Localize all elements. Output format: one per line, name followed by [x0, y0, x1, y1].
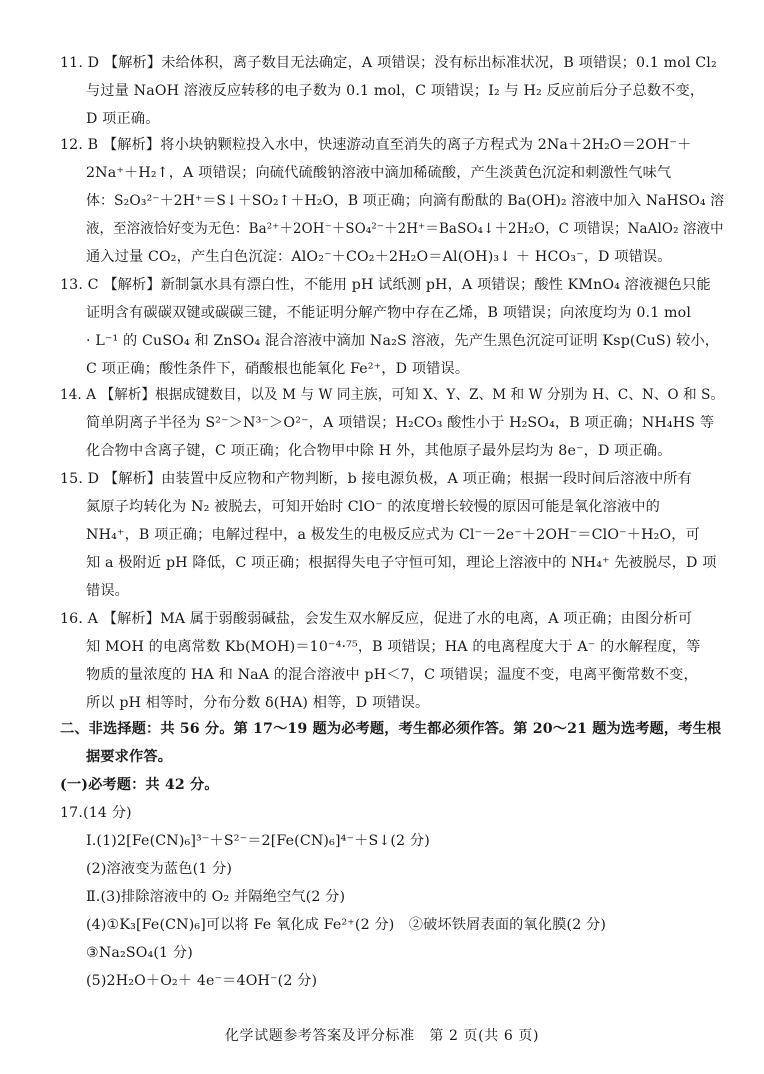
text-line: (2)溶液变为蓝色(1 分)	[86, 861, 233, 877]
text-line: 所以 pH 相等时，分布分数 δ(HA) 相等，D 项错误。	[86, 695, 430, 711]
text-line: 16. A 【解析】MA 属于弱酸弱碱盐，会发生双水解反应，促进了水的电离，A 项正确；由图分析可	[60, 611, 693, 627]
text-line: 二、非选择题：共 56 分。第 17～19 题为必考题，考生都必须作答。第 20～21 题为选考题，考生根	[60, 721, 722, 737]
text-line: D 项正确。	[86, 111, 160, 127]
text-line: ③Na₂SO₄(1 分)	[86, 945, 193, 961]
text-line: 物质的量浓度的 HA 和 NaA 的混合溶液中 pH＜7，C 项错误；温度不变，电离平衡常数不变，	[86, 667, 698, 683]
text-line: · L⁻¹ 的 CuSO₄ 和 ZnSO₄ 混合溶液中滴加 Na₂S 溶液，先产生黑色沉淀可证明 Ksp(CuS) 较小，	[86, 333, 720, 349]
text-line: 14. A 【解析】根据成键数目，以及 M 与 W 同主族，可知 X、Y、Z、M 和 W 分别为 H、C、N、O 和 S。	[60, 387, 725, 403]
text-line: 简单阴离子半径为 S²⁻＞N³⁻＞O²⁻，A 项错误；H₂CO₃ 酸性小于 H₂SO₄，B 项正确；NH₄HS 等	[86, 415, 715, 431]
text-line: 通入过量 CO₂，产生白色沉淀：AlO₂⁻＋CO₂＋2H₂O＝Al(OH)₃↓ ＋ HCO₃⁻，D 项错误。	[86, 249, 672, 265]
text-line: Ⅰ.(1)2[Fe(CN)₆]³⁻＋S²⁻＝2[Fe(CN)₆]⁴⁻＋S↓(2 分)	[86, 833, 430, 849]
text-line: 11. D 【解析】未给体积，离子数目无法确定，A 项错误；没有标出标准状况，B 项错误；0.1 mol Cl₂	[60, 55, 717, 71]
text-line: 17.(14 分)	[60, 805, 132, 821]
text-line: C 项正确；酸性条件下，硝酸根也能氧化 Fe²⁺，D 项错误。	[86, 361, 470, 377]
text-line: 知 MOH 的电离常数 Kb(MOH)＝10⁻⁴·⁷⁵，B 项错误；HA 的电离程度大于 A⁻ 的水解程度，等	[86, 639, 701, 655]
text-line: 与过量 NaOH 溶液反应转移的电子数为 0.1 mol，C 项错误；I₂ 与 H₂ 反应前后分子总数不变，	[86, 83, 705, 99]
text-line: 2Na⁺＋H₂↑，A 项错误；向硫代硫酸钠溶液中滴加稀硫酸，产生淡黄色沉淀和刺激性气味气	[86, 165, 672, 181]
text-line: 证明含有碳碳双键或碳碳三键，不能证明分解产物中存在乙烯，B 项错误；向浓度均为 0.1 mol	[86, 305, 692, 321]
text-line: 12. B 【解析】将小块钠颗粒投入水中，快速游动直至消失的离子方程式为 2Na＋2H₂O＝2OH⁻＋	[60, 137, 692, 153]
text-line: (5)2H₂O＋O₂＋ 4e⁻＝4OH⁻(2 分)	[86, 973, 318, 989]
text-line: 体：S₂O₃²⁻＋2H⁺＝S↓＋SO₂↑＋H₂O，B 项正确；向滴有酚酞的 Ba(OH)₂ 溶液中加入 NaHSO₄ 溶	[86, 193, 725, 209]
text-line: 液，至溶液恰好变为无色：Ba²⁺＋2OH⁻＋SO₄²⁻＋2H⁺＝BaSO₄↓＋2H₂O，C 项错误；NaAlO₂ 溶液中	[86, 221, 724, 237]
page-footer: 化学试题参考答案及评分标准 第 2 页(共 6 页)	[224, 1028, 540, 1044]
text-line: Ⅱ.(3)排除溶液中的 O₂ 并隔绝空气(2 分)	[86, 889, 346, 905]
text-line: 知 a 极附近 pH 降低，C 项正确；根据得失电子守恒可知，理论上溶液中的 NH₄⁺ 先被脱尽，D 项	[86, 555, 717, 571]
text-line: 错误。	[86, 583, 130, 599]
text-line: NH₄⁺，B 项正确；电解过程中，a 极发生的电极反应式为 Cl⁻－2e⁻＋2OH⁻＝ClO⁻＋H₂O，可	[86, 527, 700, 543]
text-line: 化合物中含离子键，C 项正确；化合物甲中除 H 外，其他原子最外层均为 8e⁻，D 项正确。	[86, 443, 672, 459]
text-line: (一)必考题：共 42 分。	[60, 777, 219, 793]
text-line: 据要求作答。	[86, 749, 173, 765]
text-line: 氮原子均转化为 N₂ 被脱去，可知开始时 ClO⁻ 的浓度增长较慢的原因可能是氧化溶液中的	[86, 499, 660, 515]
text-line: 13. C 【解析】新制氯水具有漂白性，不能用 pH 试纸测 pH，A 项错误；酸性 KMnO₄ 溶液褪色只能	[60, 277, 711, 293]
text-line: (4)①K₃[Fe(CN)₆]可以将 Fe 氧化成 Fe²⁺(2 分) ②破坏铁屑表面的氧化膜(2 分)	[86, 917, 607, 933]
text-line: 15. D 【解析】由装置中反应物和产物判断，b 接电源负极，A 项正确；根据一段时间后溶液中所有	[60, 471, 692, 487]
